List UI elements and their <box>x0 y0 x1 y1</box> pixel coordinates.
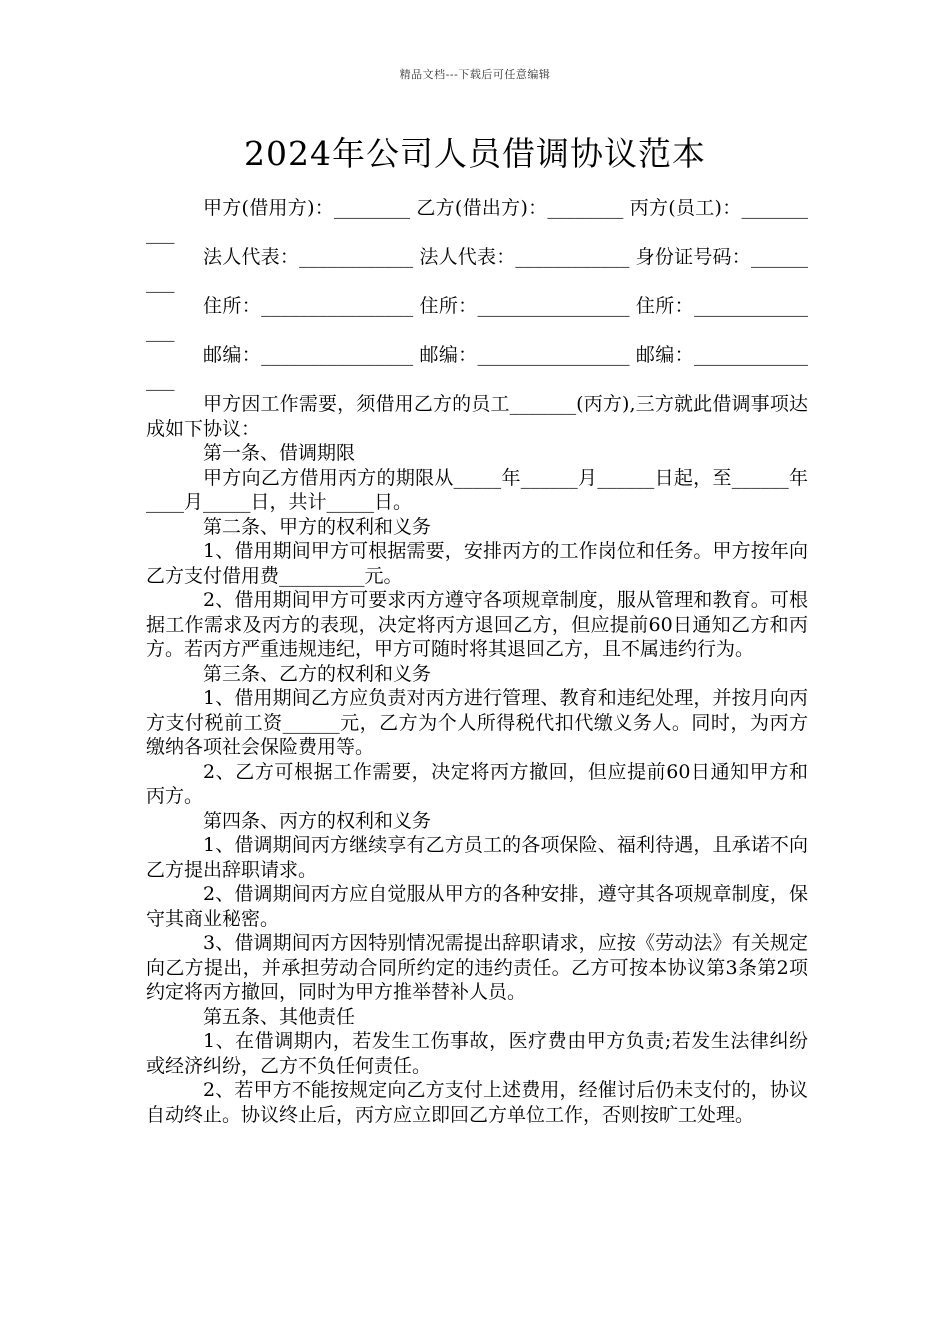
article-4-paragraph-1: 1、借调期间丙方继续享有乙方员工的各项保险、福利待遇，且承诺不向乙方提出辞职请求。 <box>146 834 808 881</box>
article-1-heading: 第一条、借调期限 <box>203 442 356 464</box>
parties-representatives-line: 法人代表：____________ 法人代表：____________ 身份证号码：_________ <box>146 246 808 293</box>
article-5-paragraph-1: 1、在借调期内，若发生工伤事故，医疗费由甲方负责;若发生法律纠纷或经济纠纷，乙方不负任何责任。 <box>146 1030 808 1077</box>
parties-names-line: 甲方(借用方)：________ 乙方(借出方)：________ 丙方(员工)：__________ <box>146 197 808 244</box>
article-3-paragraph-1: 1、借用期间乙方应负责对丙方进行管理、教育和违纪处理，并按月向丙方支付税前工资______元，乙方为个人所得税代扣代缴义务人。同时，为丙方缴纳各项社会保险费用等。 <box>146 687 808 758</box>
article-4-heading: 第四条、丙方的权利和义务 <box>203 809 432 832</box>
article-3-paragraph-2: 2、乙方可根据工作需要，决定将丙方撤回，但应提前60日通知甲方和丙方。 <box>146 760 808 807</box>
document-title: 2024年公司人员借调协议范本 <box>244 134 706 173</box>
article-2-heading: 第二条、甲方的权利和义务 <box>203 515 432 538</box>
intro-paragraph: 甲方因工作需要，须借用乙方的员工_______(丙方),三方就此借调事项达成如下协议： <box>146 393 808 440</box>
article-4-paragraph-3: 3、借调期间丙方因特别情况需提出辞职请求，应按《劳动法》有关规定向乙方提出，并承担劳动合同所约定的违约责任。乙方可按本协议第3条第2项约定将丙方撤回，同时为甲方推举替补人员。 <box>146 932 808 1003</box>
article-1-paragraph-1: 甲方向乙方借用丙方的期限从_____年______月______日起，至______年____月_____日，共计_____日。 <box>146 466 808 513</box>
article-4-paragraph-2: 2、借调期间丙方应自觉服从甲方的各种安排，遵守其各项规章制度，保守其商业秘密。 <box>146 883 808 930</box>
parties-postcode-line: 邮编：________________ 邮编：________________ 邮编：_______________ <box>146 344 808 391</box>
parties-address-line: 住所：________________ 住所：________________ 住所：_______________ <box>146 295 808 342</box>
document-body <box>146 196 808 1127</box>
article-3-heading: 第三条、乙方的权利和义务 <box>203 662 432 685</box>
article-5-paragraph-2: 2、若甲方不能按规定向乙方支付上述费用，经催讨后仍未支付的，协议自动终止。协议终止后，丙方应立即回乙方单位工作，否则按旷工处理。 <box>146 1079 808 1126</box>
article-2-paragraph-2: 2、借用期间甲方可要求丙方遵守各项规章制度，服从管理和教育。可根据工作需求及丙方的表现，决定将丙方退回乙方，但应提前60日通知乙方和丙方。若丙方严重违规违纪，甲方可随时将其退回乙方，且不属违约行为。 <box>146 589 808 660</box>
page-header-note: 精品文档---下载后可任意编辑 <box>399 68 551 81</box>
article-5-heading: 第五条、其他责任 <box>203 1005 356 1028</box>
article-2-paragraph-1: 1、借用期间甲方可根据需要，安排丙方的工作岗位和任务。甲方按年向乙方支付借用费_________元。 <box>146 540 808 587</box>
